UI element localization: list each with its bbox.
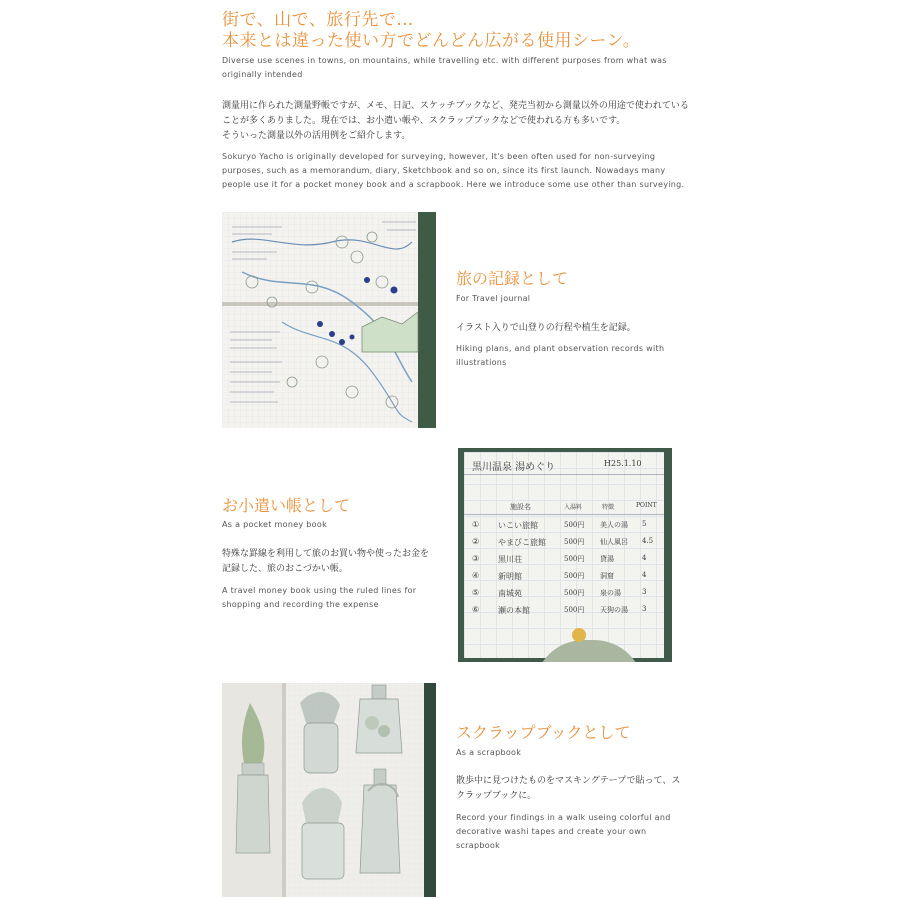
section3-desc-jp [456, 774, 696, 804]
money-book-date: H25.1.10 [604, 459, 642, 468]
money-book-cell: ④ [472, 571, 480, 580]
money-book-cell: ⑤ [472, 588, 480, 597]
money-book-cell: 南城苑 [498, 589, 522, 598]
section1-title-en: For Travel journal [456, 294, 531, 303]
section2-title-en: As a pocket money book [222, 520, 328, 529]
section3-title-en: As a scrapbook [456, 748, 522, 757]
money-book-col-name: 施設名 [510, 503, 531, 511]
section3-desc-jp-line2: クラップブックに。 [456, 791, 537, 801]
section1-desc-jp: イラスト入りで山登りの行程や植生を記録。 [456, 323, 636, 333]
money-book-cell: 黒川荘 [498, 555, 522, 564]
intro-body-jp-line3: そういった測量以外の活用例をご紹介します。 [222, 131, 411, 141]
money-book-cell: 3 [642, 605, 647, 613]
money-book-photo [458, 448, 672, 662]
money-book-col-fee: 入湯料 [564, 504, 583, 511]
section2-desc-jp [222, 547, 462, 577]
section1-title-jp: 旅の記録として [456, 269, 569, 288]
money-book-cell: やまびこ旅館 [498, 538, 546, 547]
intro-title [222, 10, 862, 52]
intro-body-en: Sokuryo Yacho is originally developed for surveying, however, It's been often used for non-surveying purposes, such as a memorandum, diary, Sketchbook and so on, since its first launch. Nowadays many people use it for a pocket money book and a scrapbook. Here we introduce some use other than surveying. [222, 152, 685, 189]
money-book-cell: 泉の湯 [600, 589, 621, 597]
money-book-cell: 500円 [564, 606, 585, 614]
leaf-sticker [534, 640, 644, 662]
money-book-cell: 貸湯 [600, 555, 614, 563]
money-book-cell: 500円 [564, 538, 585, 546]
section3-desc-jp-line1: 散歩中に見つけたものをマスキングテープで貼って、ス [456, 776, 681, 786]
money-book-cell: ③ [472, 554, 480, 563]
money-book-cell: 5 [642, 520, 647, 528]
money-book-cell: 美人の湯 [600, 521, 628, 529]
money-book-cell: 洞窟 [600, 572, 614, 580]
money-book-cell: 3 [642, 588, 647, 596]
intro-body-jp-line1: 測量用に作られた測量野帳ですが、メモ、日記、スケッチブックなど、発売当初から測量以外の用途で使われている [222, 101, 689, 111]
intro-title-line1: 街で、山で、旅行先で… [222, 10, 414, 30]
intro-subtitle-en: Diverse use scenes in towns, on mountains, while travelling etc. with different purposes from what was originally intended [222, 56, 667, 79]
intro-body-jp-line2: ことが多くありました。現在では、お小遣い帳や、スクラップブックなどで使われる方も多いです。 [222, 116, 626, 126]
money-book-cell: 500円 [564, 521, 585, 529]
money-book-col-point: POINT [636, 502, 657, 509]
money-book-cell: 4 [642, 571, 647, 579]
money-book-cell: 4 [642, 554, 647, 562]
section2-desc-jp-line2: 記録した、旅のおこづかい帳。 [222, 564, 348, 574]
money-book-col-feature: 特徴 [602, 504, 615, 511]
money-book-cell: 仙人風呂 [600, 538, 628, 546]
intro-body-jp [222, 99, 702, 144]
section1-desc-en: Hiking plans, and plant observation records with illustrations [456, 344, 665, 367]
money-book-cell: 瀬の本館 [498, 606, 530, 615]
money-book-cell: 新明館 [498, 572, 522, 581]
money-book-cell: 500円 [564, 555, 585, 563]
money-book-cell: ⑥ [472, 605, 480, 614]
section3-title-jp: スクラップブックとして [456, 723, 631, 742]
money-book-cell: 500円 [564, 589, 585, 597]
money-book-page [464, 452, 664, 658]
section2-desc-en: A travel money book using the ruled lines for shopping and recording the expense [222, 586, 417, 609]
money-book-cell: 4.5 [642, 537, 654, 545]
money-book-cell: ② [472, 537, 480, 546]
money-book-cell: 500円 [564, 572, 585, 580]
travel-journal-photo [222, 212, 436, 428]
section2-title-jp: お小遣い帳として [222, 496, 351, 515]
section2-desc-jp-line1: 特殊な罫線を利用して旅のお買い物や使ったお金を [222, 549, 430, 559]
section3-desc-en: Record your findings in a walk useing colorful and decorative washi tapes and create your own scrapbook [456, 813, 671, 850]
money-book-cell: 天狗の湯 [600, 606, 628, 614]
tape-marker [572, 628, 586, 642]
money-book-cell: いこい旅館 [498, 521, 538, 530]
money-book-cell: ① [472, 520, 480, 529]
intro-title-line2: 本来とは違った使い方でどんどん広がる使用シーン。 [222, 31, 641, 51]
money-book-header: 黒川温泉 湯めぐり [472, 462, 556, 473]
scrapbook-photo [222, 683, 436, 897]
